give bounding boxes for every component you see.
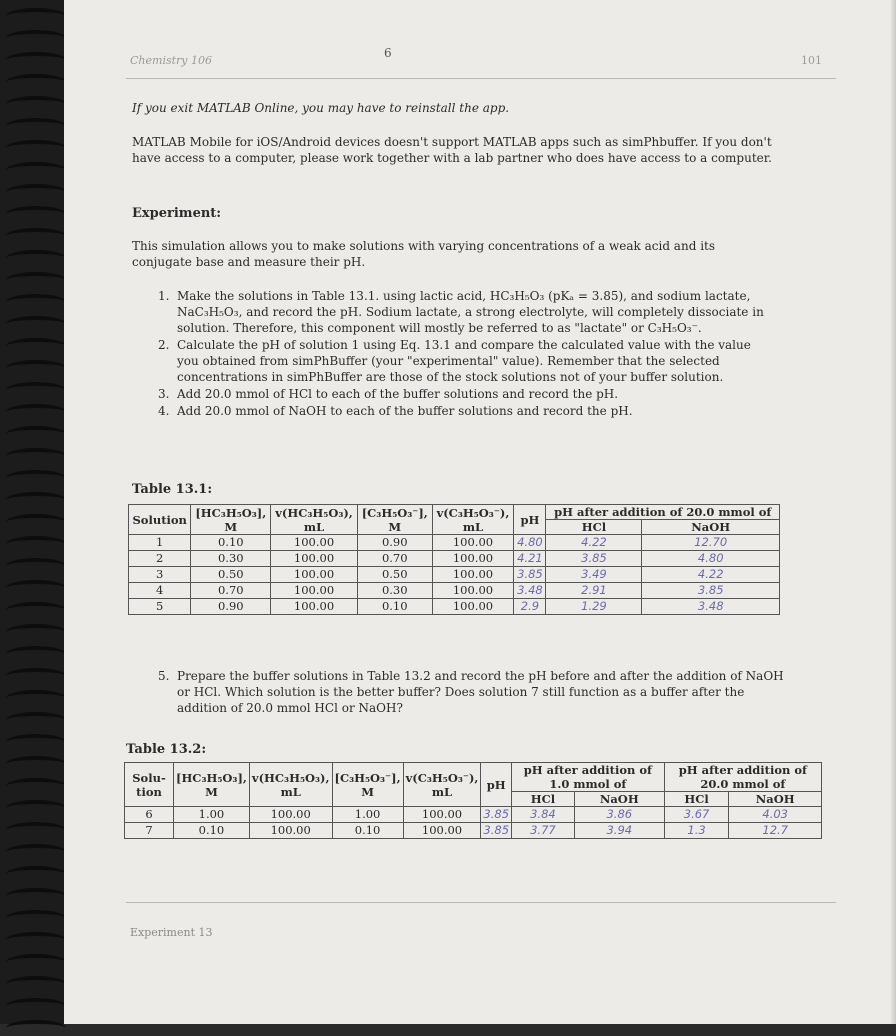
col-base-vol: v(C₃H₅O₃⁻), mL [403, 763, 481, 807]
spiral-coil [6, 866, 66, 882]
spiral-coil [6, 756, 66, 772]
cell-solution: 4 [129, 583, 191, 599]
spiral-coil [6, 778, 66, 794]
spiral-binding [0, 0, 70, 1024]
col-ph-after: pH after addition of 20.0 mmol of [546, 505, 780, 520]
cell-acid-vol: 100.00 [271, 535, 358, 551]
page-edge-shadow [890, 0, 896, 1024]
spiral-coil [6, 734, 66, 750]
cell-solution: 6 [125, 807, 174, 823]
spiral-coil [6, 8, 66, 24]
col-naoh: NaOH [642, 520, 780, 535]
cell-hcl-handwritten: 2.91 [546, 583, 642, 599]
cell-hcl1-handwritten: 3.77 [512, 823, 575, 839]
cell-solution: 5 [129, 599, 191, 615]
spiral-coil [6, 822, 66, 838]
spiral-coil [6, 844, 66, 860]
spiral-coil [6, 514, 66, 530]
cell-ph-handwritten: 4.80 [514, 535, 546, 551]
cell-naoh-handwritten: 12.70 [642, 535, 780, 551]
table-13-1-title: Table 13.1: [132, 482, 213, 497]
spiral-coil [6, 558, 66, 574]
spiral-coil [6, 602, 66, 618]
cell-solution: 1 [129, 535, 191, 551]
table-header-row [129, 505, 780, 520]
spiral-coil [6, 206, 66, 222]
cell-base-conc: 0.10 [357, 599, 432, 615]
spiral-coil [6, 668, 66, 684]
experiment-heading: Experiment: [132, 206, 222, 221]
spiral-coil [6, 646, 66, 662]
spiral-coil [6, 910, 66, 926]
table-row [129, 535, 780, 551]
col-base-conc: [C₃H₅O₃⁻], M [332, 763, 403, 807]
cell-naoh1-handwritten: 3.86 [574, 807, 664, 823]
spiral-coil [6, 800, 66, 816]
cell-solution: 3 [129, 567, 191, 583]
step-2: 2. Calculate the pH of solution 1 using Eq. 13.1 and compare the calculated value with the value you obtained from simPhBuffer (your "experimental" value). Remember that the selected concentrations in simPhBuffer are those of the stock solutions not of your buffer solution. [158, 338, 751, 384]
spiral-coil [6, 162, 66, 178]
table-row [129, 599, 780, 615]
cell-base-conc: 0.50 [357, 567, 432, 583]
cell-ph-handwritten: 3.85 [514, 567, 546, 583]
spiral-coil [6, 536, 66, 552]
cell-ph-handwritten: 3.85 [481, 823, 512, 839]
cell-naoh20-handwritten: 12.7 [729, 823, 822, 839]
cell-acid-conc: 0.50 [191, 567, 271, 583]
cell-base-conc: 0.10 [332, 823, 403, 839]
step-5: 5. Prepare the buffer solutions in Table 13.2 and record the pH before and after the addition of NaOH or HCl. Which solution is the better buffer? Does solution 7 still function as a buffer after the addition of 20.0 mmol HCl or NaOH? [158, 669, 784, 715]
spiral-coil [6, 690, 66, 706]
spiral-coil [6, 1020, 66, 1036]
col-acid-vol: v(HC₃H₅O₃), mL [249, 763, 332, 807]
spiral-coil [6, 338, 66, 354]
step-1: 1. Make the solutions in Table 13.1. using lactic acid, HC₃H₅O₃ (pKₐ = 3.85), and sodium lactate, NaC₃H₅O₃, and record the pH. Sodium lactate, a strong electrolyte, will completely dissociate in solution. Therefore, this component will mostly be referred to as "lactate" or C₃H₅O₃⁻. [158, 289, 764, 335]
cell-acid-vol: 100.00 [249, 807, 332, 823]
cell-hcl1-handwritten: 3.84 [512, 807, 575, 823]
cell-naoh-handwritten: 3.48 [642, 599, 780, 615]
step-3: 3. Add 20.0 mmol of HCl to each of the buffer solutions and record the pH. [158, 387, 619, 401]
cell-naoh20-handwritten: 4.03 [729, 807, 822, 823]
col-acid-conc: [HC₃H₅O₃], M [191, 505, 271, 535]
cell-naoh-handwritten: 3.85 [642, 583, 780, 599]
cell-ph-handwritten: 4.21 [514, 551, 546, 567]
col-base-conc: [C₃H₅O₃⁻], M [357, 505, 432, 535]
spiral-coil [6, 250, 66, 266]
cell-base-conc: 0.30 [357, 583, 432, 599]
table-13-1 [128, 504, 780, 615]
spiral-coil [6, 140, 66, 156]
spiral-coil [6, 624, 66, 640]
col-ph: pH [514, 505, 546, 535]
col-acid-conc: [HC₃H₅O₃], M [174, 763, 250, 807]
cell-base-conc: 1.00 [332, 807, 403, 823]
spiral-coil [6, 580, 66, 596]
spiral-coil [6, 118, 66, 134]
table-13-2-title: Table 13.2: [126, 742, 207, 757]
spiral-coil [6, 316, 66, 332]
cell-base-vol: 100.00 [432, 567, 514, 583]
cell-hcl-handwritten: 3.85 [546, 551, 642, 567]
spiral-coil [6, 492, 66, 508]
cell-hcl20-handwritten: 3.67 [664, 807, 729, 823]
running-header-course: Chemistry 106 [130, 54, 212, 67]
cell-solution: 2 [129, 551, 191, 567]
cell-acid-conc: 1.00 [174, 807, 250, 823]
col-ph: pH [481, 763, 512, 807]
cell-acid-conc: 0.10 [191, 535, 271, 551]
cell-base-vol: 100.00 [432, 535, 514, 551]
cell-hcl-handwritten: 4.22 [546, 535, 642, 551]
col-hcl-1: HCl [512, 792, 575, 807]
spiral-coil [6, 294, 66, 310]
spiral-coil [6, 888, 66, 904]
spiral-coil [6, 30, 66, 46]
cell-hcl-handwritten: 1.29 [546, 599, 642, 615]
cell-acid-vol: 100.00 [271, 599, 358, 615]
cell-acid-conc: 0.10 [174, 823, 250, 839]
table-row [129, 551, 780, 567]
cell-base-vol: 100.00 [403, 823, 481, 839]
spiral-coil [6, 96, 66, 112]
col-hcl: HCl [546, 520, 642, 535]
page-number: 101 [801, 54, 822, 67]
cell-acid-vol: 100.00 [249, 823, 332, 839]
header-rule [126, 78, 836, 79]
step-4: 4. Add 20.0 mmol of NaOH to each of the buffer solutions and record the pH. [158, 404, 633, 418]
cell-base-conc: 0.70 [357, 551, 432, 567]
cell-naoh-handwritten: 4.22 [642, 567, 780, 583]
cell-acid-conc: 0.90 [191, 599, 271, 615]
spiral-coil [6, 360, 66, 376]
col-naoh-1: NaOH [574, 792, 664, 807]
cell-ph-handwritten: 2.9 [514, 599, 546, 615]
procedure-steps [132, 288, 772, 420]
col-solution: Solution [129, 505, 191, 535]
spiral-coil [6, 470, 66, 486]
footer-experiment-label: Experiment 13 [130, 926, 213, 939]
notebook-page [64, 0, 896, 1024]
spiral-coil [6, 74, 66, 90]
spiral-coil [6, 184, 66, 200]
experiment-description: This simulation allows you to make solutions with varying concentrations of a weak acid and its conjugate base and measure their pH. [132, 239, 716, 269]
spiral-coil [6, 404, 66, 420]
cell-base-vol: 100.00 [403, 807, 481, 823]
spiral-coil [6, 976, 66, 992]
cell-base-vol: 100.00 [432, 599, 514, 615]
table-row [125, 807, 822, 823]
cell-acid-vol: 100.00 [271, 551, 358, 567]
col-acid-vol: v(HC₃H₅O₃), mL [271, 505, 358, 535]
cell-ph-handwritten: 3.48 [514, 583, 546, 599]
spiral-coil [6, 954, 66, 970]
cell-base-vol: 100.00 [432, 551, 514, 567]
table-row [125, 823, 822, 839]
spiral-coil [6, 382, 66, 398]
col-ph-after-1mmol: pH after addition of 1.0 mmol of [512, 763, 665, 792]
cell-naoh-handwritten: 4.80 [642, 551, 780, 567]
table-13-2 [124, 762, 822, 839]
spiral-coil [6, 998, 66, 1014]
cell-solution: 7 [125, 823, 174, 839]
table-row [129, 567, 780, 583]
col-ph-after-20mmol: pH after addition of 20.0 mmol of [664, 763, 821, 792]
cell-acid-vol: 100.00 [271, 567, 358, 583]
col-hcl-20: HCl [664, 792, 729, 807]
spiral-coil [6, 228, 66, 244]
spiral-coil [6, 426, 66, 442]
col-solution: Solu- tion [125, 763, 174, 807]
cell-acid-conc: 0.70 [191, 583, 271, 599]
spiral-coil [6, 932, 66, 948]
table-header-row [125, 763, 822, 792]
cell-ph-handwritten: 3.85 [481, 807, 512, 823]
cell-acid-vol: 100.00 [271, 583, 358, 599]
footer-rule [126, 902, 836, 903]
handwritten-mark: 6 [384, 46, 392, 60]
cell-hcl20-handwritten: 1.3 [664, 823, 729, 839]
spiral-coil [6, 52, 66, 68]
col-naoh-20: NaOH [729, 792, 822, 807]
reinstall-note: If you exit MATLAB Online, you may have to reinstall the app. [132, 101, 510, 115]
table-row [129, 583, 780, 599]
spiral-coil [6, 272, 66, 288]
spiral-coil [6, 712, 66, 728]
spiral-coil [6, 448, 66, 464]
cell-naoh1-handwritten: 3.94 [574, 823, 664, 839]
cell-base-conc: 0.90 [357, 535, 432, 551]
mobile-note: MATLAB Mobile for iOS/Android devices doesn't support MATLAB apps such as simPhbuffer. If you don't have access to a computer, please work together with a lab partner who does have access to a computer. [132, 135, 772, 165]
cell-acid-conc: 0.30 [191, 551, 271, 567]
cell-hcl-handwritten: 3.49 [546, 567, 642, 583]
cell-base-vol: 100.00 [432, 583, 514, 599]
col-base-vol: v(C₃H₅O₃⁻), mL [432, 505, 514, 535]
